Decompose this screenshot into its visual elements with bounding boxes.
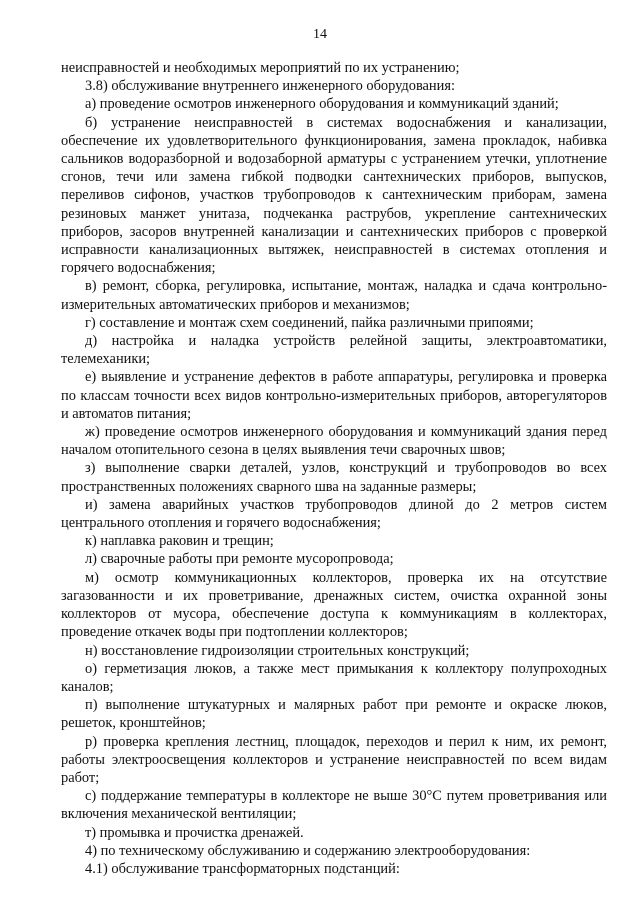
paragraph-section-4-heading: 4) по техническому обслуживанию и содержанию электрооборудования: [85,842,531,859]
paragraph-item-e: е) выявление и устранение дефектов в работе аппаратуры, регулировка и проверка по классам точности всех видов контрольно-измерительных приборов, авторегуляторов и автоматов питания; [61,369,607,422]
paragraph-item-t: т) промывка и прочистка дренажей. [85,824,304,841]
page-number: 14 [313,27,327,42]
paragraph-item-m: м) осмотр коммуникационных коллекторов, проверка их на отсутствие загазованности и их проветривание, дренажных систем, очистка охранной зоны коллекторов от мусора, обеспечение доступа к коммуникациям в коллекторах, проведение откачек воды при подтоплении коллекторов; [61,569,607,641]
paragraph-item-i: и) замена аварийных участков трубопроводов длиной до 2 метров систем центрального отопления и горячего водоснабжения; [61,496,607,532]
paragraph-3-8-heading: 3.8) обслуживание внутреннего инженерного оборудования: [85,78,455,95]
paragraph-item-z: з) выполнение сварки деталей, узлов, конструкций и трубопроводов во всех пространственных положениях сварного шва на заданные размеры; [61,460,607,495]
paragraph-item-p: п) выполнение штукатурных и малярных работ при ремонте и окраске люков, решеток, кронштейнов; [61,697,607,732]
paragraph-section-4-1-heading: 4.1) обслуживание трансформаторных подстанций: [85,860,400,877]
paragraph-item-v: в) ремонт, сборка, регулировка, испытание, монтаж, наладка и сдача контрольно-измерительных автоматических приборов и механизмов; [61,278,607,313]
paragraph-item-l: л) сварочные работы при ремонте мусоропровода; [85,551,394,568]
paragraph-item-zh: ж) проведение осмотров инженерного оборудования и коммуникаций здания перед началом отопительного сезона в целях выявления течи сварочных швов; [61,424,607,459]
paragraph-item-o: о) герметизация люков, а также мест примыкания к коллектору полупроходных каналов; [61,660,607,695]
paragraph-continuation: неисправностей и необходимых мероприятий по их устранению; [61,60,460,76]
paragraph-item-s: с) поддержание температуры в коллекторе не выше 30°С путем проветривания или включения механической вентиляции; [61,788,607,823]
paragraph-item-n: н) восстановление гидроизоляции строительных конструкций; [85,642,470,659]
paragraph-item-r: р) проверка крепления лестниц, площадок, переходов и перил к ним, их ремонт, работы электроосвещения коллекторов и устранение неисправностей по всем видам работ; [61,733,607,786]
paragraph-item-g: г) составление и монтаж схем соединений, пайка различными припоями; [85,314,534,331]
paragraph-item-b: б) устранение неисправностей в системах водоснабжения и канализации, обеспечение их удовлетворительного функционирования, замена прокладок, набивка сальников водоразборной и водозаборной арматуры с устранением утечки, уплотнение сгонов, течи или замена гибкой подводки сантехнических приборов, выпусков, переливов сифонов, участков трубопроводов к сантехническим приборам, замена резиновых манжет унитаза, подчеканка раструбов, укрепление сантехнических приборов, засоров внутренней канализации и сантехнических приборов с проверкой исправности канализационных вытяжек, неисправностей в системах отопления и горячего водоснабжения; [61,114,607,277]
document-body [61,59,607,878]
paragraph-item-k: к) наплавка раковин и трещин; [85,533,274,550]
paragraph-item-a: а) проведение осмотров инженерного оборудования и коммуникаций зданий; [85,96,559,113]
paragraph-item-d: д) настройка и наладка устройств релейной защиты, электроавтоматики, телемеханики; [61,333,607,368]
